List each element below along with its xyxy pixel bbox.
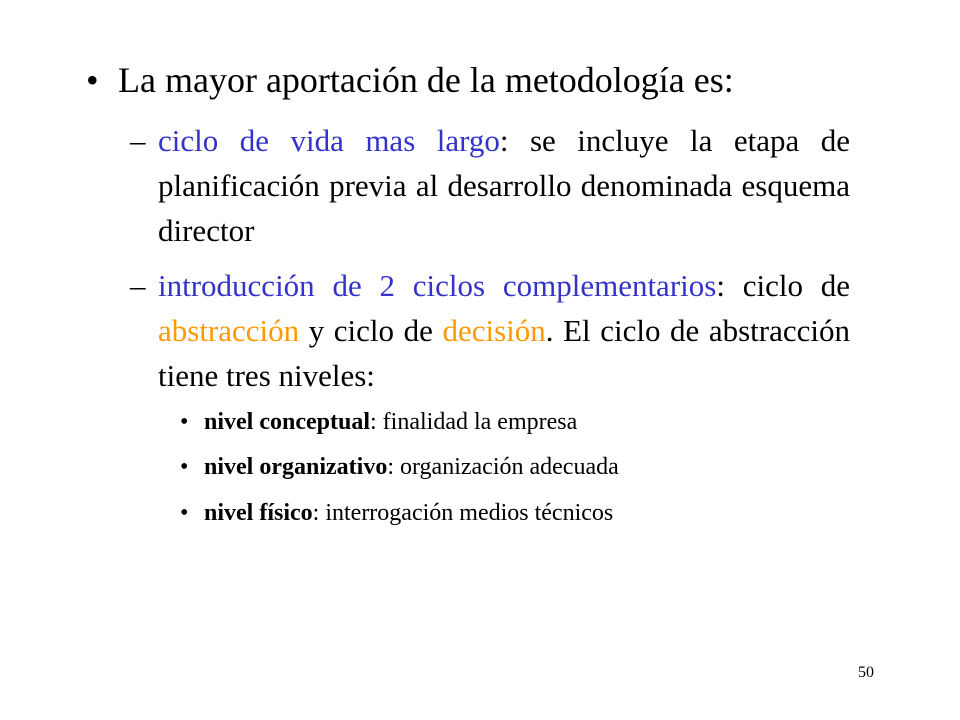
dash-glyph: – bbox=[130, 123, 146, 158]
highlight-abstraction: abstracción bbox=[158, 313, 300, 348]
bullet-glyph: • bbox=[86, 60, 99, 100]
highlight-term: ciclo de vida mas largo bbox=[158, 123, 500, 158]
level-term: nivel organizativo bbox=[204, 454, 388, 480]
level-desc: : interrogación medios técnicos bbox=[312, 500, 614, 526]
bullet-glyph: • bbox=[180, 500, 189, 526]
sub-item-rest: y ciclo de bbox=[299, 313, 443, 348]
sub-item-rest: : se incluye la etapa de planificación previa al desarrollo denominada esquema director bbox=[158, 123, 851, 248]
sub-item-text bbox=[158, 263, 850, 398]
sub-item-text bbox=[158, 118, 850, 253]
sub-item-rest: : ciclo de bbox=[716, 268, 850, 303]
page-number: 50 bbox=[858, 664, 874, 681]
main-bullet-text: La mayor aportación de la metodología es: bbox=[118, 60, 734, 100]
sub-item-life-cycle bbox=[130, 118, 850, 253]
level-desc: : finalidad la empresa bbox=[370, 409, 578, 435]
highlight-decision: decisión bbox=[442, 313, 546, 348]
sub-item-rest: . El ciclo de abstracción tiene tres niveles: bbox=[158, 313, 850, 393]
bullet-glyph: • bbox=[180, 454, 189, 480]
sub-item-complementary-cycles bbox=[130, 263, 850, 398]
bullet-glyph: • bbox=[180, 409, 189, 435]
level-text bbox=[204, 406, 577, 438]
dash-glyph: – bbox=[130, 268, 146, 303]
level-text bbox=[204, 497, 613, 529]
level-term: nivel físico bbox=[204, 500, 313, 526]
highlight-term: introducción de 2 ciclos complementarios bbox=[158, 268, 717, 303]
level-desc: : organización adecuada bbox=[387, 454, 619, 480]
level-term: nivel conceptual bbox=[204, 409, 370, 435]
level-text bbox=[204, 451, 619, 483]
